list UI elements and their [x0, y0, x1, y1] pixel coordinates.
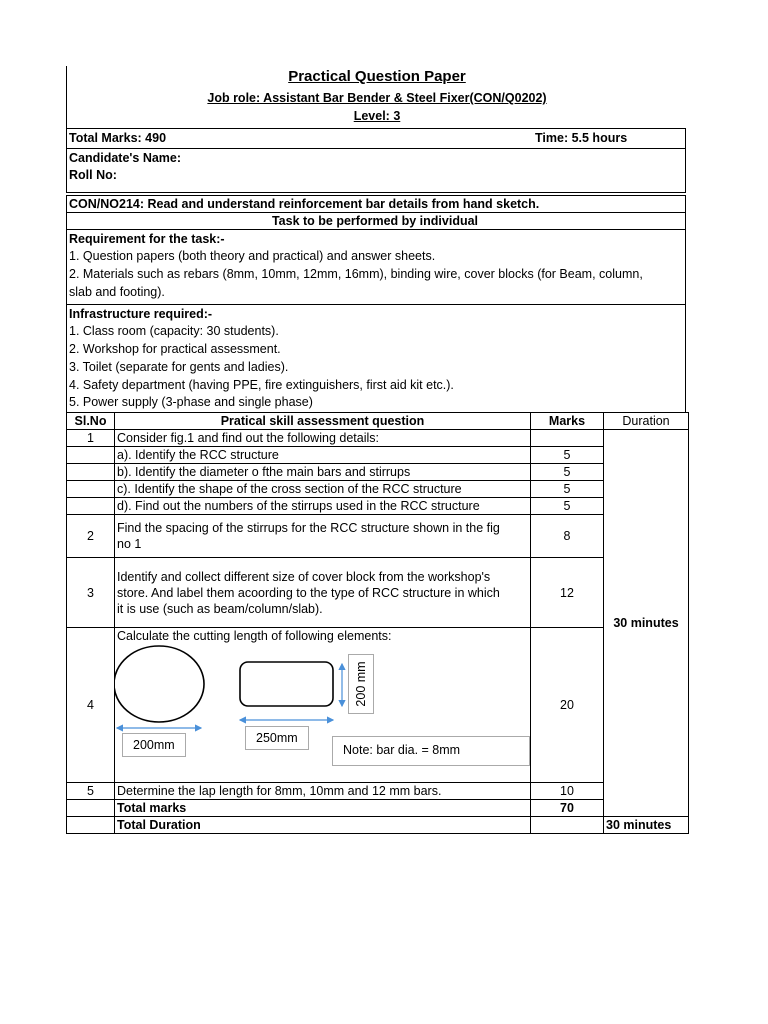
table-row — [67, 783, 689, 800]
q4-cell — [115, 628, 531, 783]
q1c-text: c). Identify the shape of the cross section of the RCC structure — [115, 481, 531, 498]
total-duration-row — [67, 817, 689, 834]
col-slno: Sl.No — [67, 413, 115, 430]
col-question: Pratical skill assessment question — [115, 413, 531, 430]
infrastructure-item: 2. Workshop for practical assessment. — [69, 342, 281, 356]
task-row — [66, 212, 686, 230]
q1d-marks: 5 — [531, 498, 604, 515]
total-duration-label: Total Duration — [115, 817, 531, 834]
q1c-marks: 5 — [531, 481, 604, 498]
task-heading: Task to be performed by individual — [271, 214, 479, 228]
infrastructure-heading: Infrastructure required:- — [69, 307, 213, 321]
infrastructure-item: 4. Safety department (having PPE, fire extinguishers, first aid kit etc.). — [69, 378, 454, 392]
table-row — [67, 464, 689, 481]
infrastructure-item: 5. Power supply (3-phase and single phase) — [69, 395, 313, 409]
rect-width-label: 250mm — [245, 726, 309, 750]
table-row — [67, 628, 689, 783]
marks-time-row — [66, 128, 686, 149]
total-marks-label: Total marks — [115, 800, 531, 817]
page-title: Practical Question Paper — [288, 68, 466, 85]
table-row — [67, 447, 689, 464]
q1d-text: d). Find out the numbers of the stirrups used in the RCC structure — [115, 498, 531, 515]
total-marks-row — [67, 800, 689, 817]
col-marks: Marks — [531, 413, 604, 430]
q1-text: Consider fig.1 and find out the following details: — [115, 430, 531, 447]
q1a-marks: 5 — [531, 447, 604, 464]
q3-line: Identify and collect different size of cover block from the workshop's — [117, 569, 491, 584]
table-header-row — [67, 413, 689, 430]
rect-height-label: 200 mm — [354, 661, 368, 707]
job-role: Job role: Assistant Bar Bender & Steel Fixer(CON/Q0202) — [207, 91, 547, 105]
q2-no: 2 — [67, 515, 115, 558]
q2-marks: 8 — [531, 515, 604, 558]
rect-stirrup-shape — [240, 662, 333, 706]
q4-marks: 20 — [531, 628, 604, 783]
requirement-item: 2. Materials such as rebars (8mm, 10mm, 12mm, 16mm), binding wire, cover blocks (for Beam, column, — [69, 267, 643, 281]
q1-no: 1 — [67, 430, 115, 447]
col-duration: Duration — [604, 413, 689, 430]
infrastructure-block — [66, 304, 686, 413]
q4-text: Calculate the cutting length of following elements: — [117, 629, 392, 643]
infrastructure-item: 3. Toilet (separate for gents and ladies). — [69, 360, 289, 374]
requirement-item: 1. Question papers (both theory and practical) and answer sheets. — [69, 249, 436, 263]
table-row — [67, 558, 689, 628]
nos-row — [66, 195, 686, 213]
table-row — [67, 430, 689, 447]
bar-dia-note: Note: bar dia. = 8mm — [332, 736, 530, 766]
roll-no-label: Roll No: — [69, 168, 117, 182]
q5-no: 5 — [67, 783, 115, 800]
circle-dim-label: 200mm — [122, 733, 186, 757]
q3-text — [115, 558, 531, 628]
q1b-marks: 5 — [531, 464, 604, 481]
q2-line: no 1 — [117, 537, 142, 551]
infrastructure-item: 1. Class room (capacity: 30 students). — [69, 324, 279, 338]
q1a-text: a). Identify the RCC structure — [115, 447, 531, 464]
q3-marks: 12 — [531, 558, 604, 628]
requirements-block — [66, 229, 686, 305]
q1b-text: b). Identify the diameter o fthe main bars and stirrups — [115, 464, 531, 481]
requirements-heading: Requirement for the task:- — [69, 232, 225, 246]
level: Level: 3 — [353, 109, 401, 123]
nos-code: CON/NO214: Read and understand reinforcement bar details from hand sketch. — [69, 197, 540, 211]
q4-no: 4 — [67, 628, 115, 783]
candidate-name-label: Candidate's Name: — [69, 151, 182, 165]
q2-line: Find the spacing of the stirrups for the RCC structure shown in the fig — [117, 521, 500, 535]
requirement-item: slab and footing). — [69, 285, 165, 299]
rect-height-box — [348, 654, 374, 714]
table-row — [67, 481, 689, 498]
circle-stirrup-shape — [115, 646, 204, 722]
table-row — [67, 498, 689, 515]
table-row — [67, 515, 689, 558]
duration-cell: 30 minutes — [604, 430, 689, 817]
q3-no: 3 — [67, 558, 115, 628]
total-duration-value: 30 minutes — [604, 817, 689, 834]
q5-text: Determine the lap length for 8mm, 10mm and 12 mm bars. — [115, 783, 531, 800]
time-allowed: Time: 5.5 hours — [535, 131, 628, 145]
q2-text — [115, 515, 531, 558]
total-marks: Total Marks: 490 — [69, 131, 167, 145]
assessment-table — [66, 412, 689, 834]
q5-marks: 10 — [531, 783, 604, 800]
q4-figure — [115, 628, 530, 778]
q3-line: store. And label them acoording to the type of RCC structure in which — [117, 585, 500, 600]
total-marks-value: 70 — [531, 800, 604, 817]
candidate-block — [66, 149, 686, 193]
q3-line: it is use (such as beam/column/slab). — [117, 601, 323, 616]
